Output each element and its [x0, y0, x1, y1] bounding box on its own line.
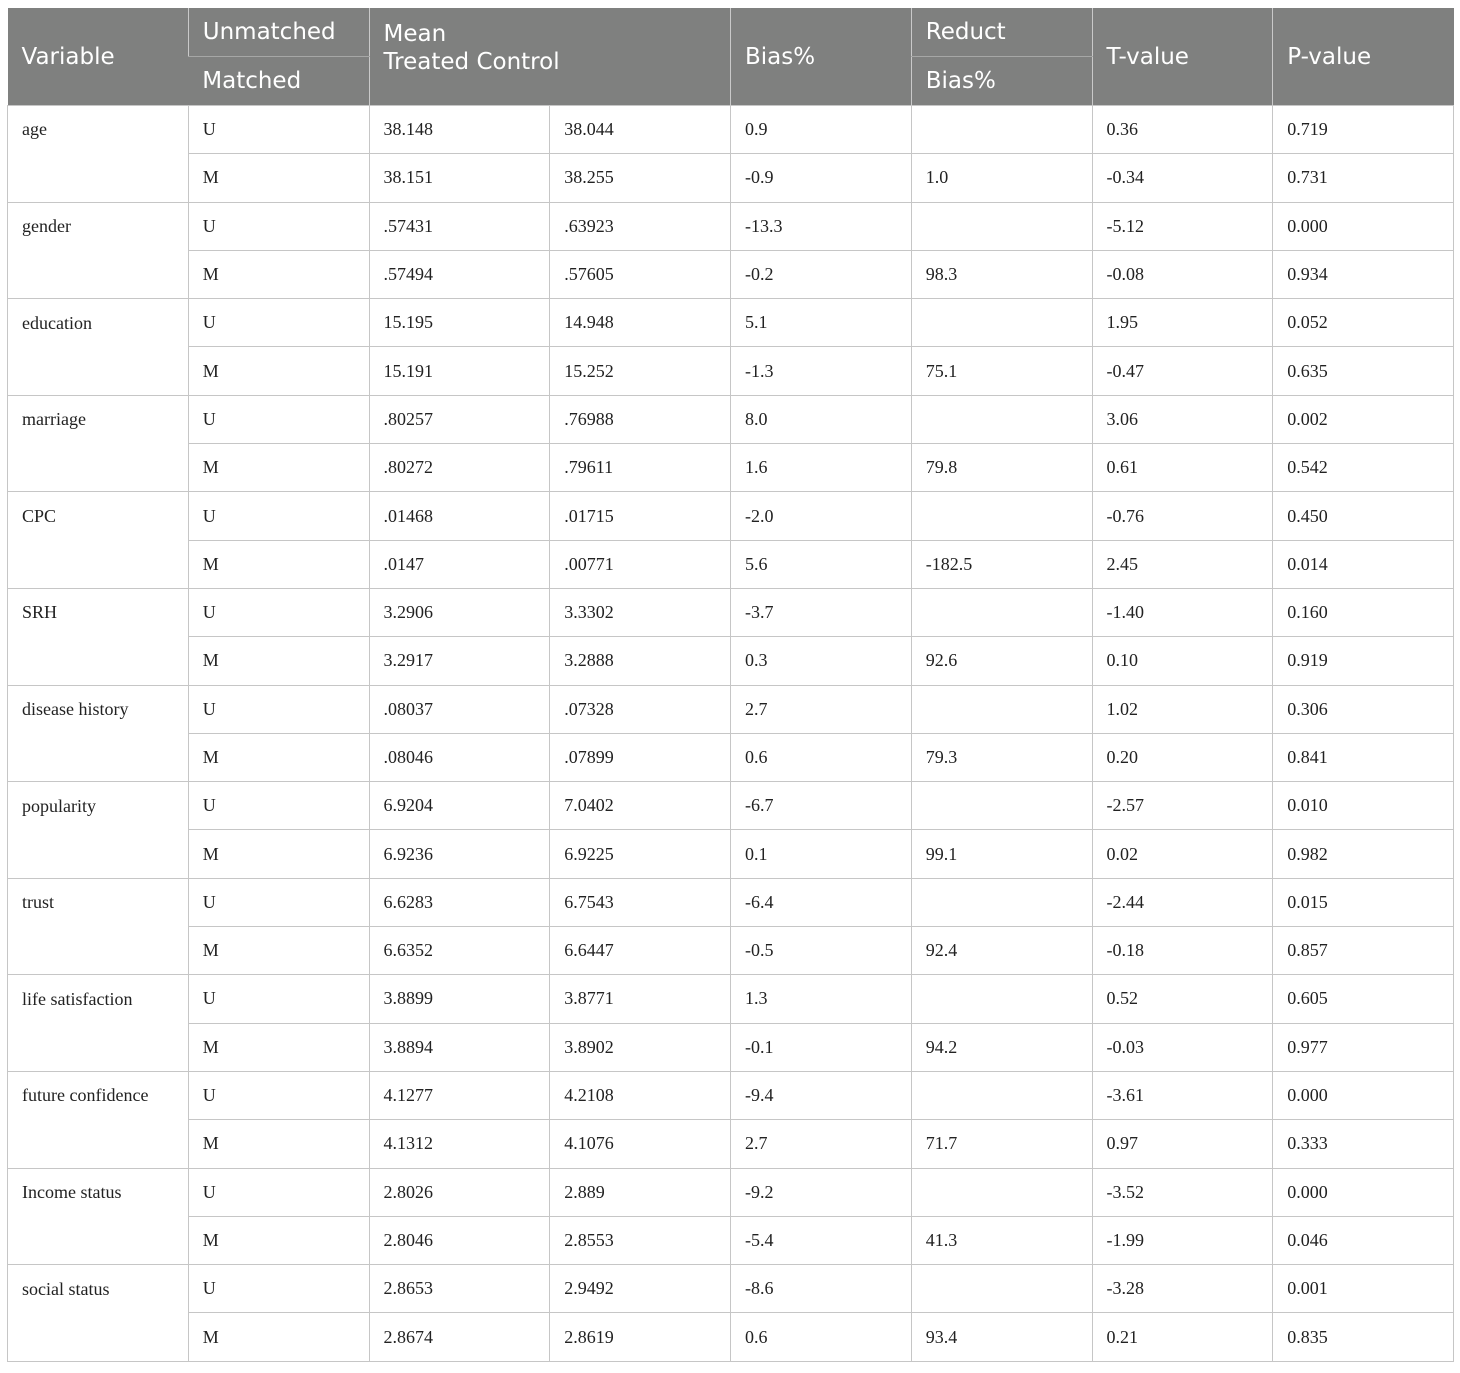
variable-name-cell: age — [8, 106, 189, 154]
p-value-cell: 0.014 — [1273, 540, 1454, 588]
bias-reduction-cell: 41.3 — [911, 1216, 1092, 1264]
row-type-cell: U — [188, 395, 369, 443]
treated-mean-cell: 6.6352 — [369, 927, 550, 975]
control-mean-cell: 4.1076 — [550, 1120, 731, 1168]
control-mean-cell: 6.7543 — [550, 878, 731, 926]
p-value-cell: 0.731 — [1273, 154, 1454, 202]
balance-table-container — [7, 8, 1453, 1362]
variable-name-cell: marriage — [8, 395, 189, 443]
t-value-cell: -0.76 — [1092, 492, 1273, 540]
row-type-cell: U — [188, 1265, 369, 1313]
table-row — [8, 588, 1454, 636]
header-reduct-bias: Bias% — [911, 57, 1092, 106]
treated-mean-cell: 3.2917 — [369, 637, 550, 685]
header-mean — [369, 8, 731, 106]
treated-mean-cell: 38.148 — [369, 106, 550, 154]
control-mean-cell: 3.2888 — [550, 637, 731, 685]
bias-percent-cell: 0.3 — [731, 637, 912, 685]
variable-name-cell: trust — [8, 878, 189, 926]
bias-reduction-cell: 94.2 — [911, 1023, 1092, 1071]
row-type-cell: U — [188, 1071, 369, 1119]
table-row — [8, 106, 1454, 154]
table-row — [8, 637, 1454, 685]
treated-mean-cell: .01468 — [369, 492, 550, 540]
control-mean-cell: 2.9492 — [550, 1265, 731, 1313]
p-value-cell: 0.542 — [1273, 444, 1454, 492]
control-mean-cell: 6.6447 — [550, 927, 731, 975]
treated-mean-cell: .80257 — [369, 395, 550, 443]
table-row — [8, 1168, 1454, 1216]
p-value-cell: 0.982 — [1273, 830, 1454, 878]
control-mean-cell: 2.889 — [550, 1168, 731, 1216]
bias-reduction-cell — [911, 492, 1092, 540]
treated-mean-cell: 2.8653 — [369, 1265, 550, 1313]
bias-percent-cell: -9.4 — [731, 1071, 912, 1119]
t-value-cell: -0.03 — [1092, 1023, 1273, 1071]
bias-reduction-cell: 79.3 — [911, 733, 1092, 781]
variable-name-cell — [8, 1120, 189, 1168]
table-row — [8, 444, 1454, 492]
table-row — [8, 202, 1454, 250]
variable-name-cell: gender — [8, 202, 189, 250]
bias-reduction-cell: 92.4 — [911, 927, 1092, 975]
variable-name-cell — [8, 154, 189, 202]
t-value-cell: 0.97 — [1092, 1120, 1273, 1168]
p-value-cell: 0.333 — [1273, 1120, 1454, 1168]
treated-mean-cell: 6.6283 — [369, 878, 550, 926]
bias-percent-cell: -0.5 — [731, 927, 912, 975]
row-type-cell: M — [188, 1023, 369, 1071]
t-value-cell: -0.18 — [1092, 927, 1273, 975]
table-row — [8, 782, 1454, 830]
t-value-cell: -0.47 — [1092, 347, 1273, 395]
treated-mean-cell: 15.191 — [369, 347, 550, 395]
bias-reduction-cell: 99.1 — [911, 830, 1092, 878]
p-value-cell: 0.857 — [1273, 927, 1454, 975]
t-value-cell: -3.28 — [1092, 1265, 1273, 1313]
bias-percent-cell: 8.0 — [731, 395, 912, 443]
bias-percent-cell: 0.6 — [731, 733, 912, 781]
t-value-cell: 0.52 — [1092, 975, 1273, 1023]
bias-reduction-cell: 1.0 — [911, 154, 1092, 202]
bias-percent-cell: 0.6 — [731, 1313, 912, 1361]
bias-reduction-cell — [911, 202, 1092, 250]
row-type-cell: M — [188, 540, 369, 588]
t-value-cell: -0.08 — [1092, 250, 1273, 298]
bias-percent-cell: -9.2 — [731, 1168, 912, 1216]
treated-mean-cell: .80272 — [369, 444, 550, 492]
treated-mean-cell: 2.8046 — [369, 1216, 550, 1264]
bias-percent-cell: 1.6 — [731, 444, 912, 492]
header-p-value: P-value — [1273, 8, 1454, 106]
table-row — [8, 1120, 1454, 1168]
row-type-cell: M — [188, 637, 369, 685]
variable-name-cell: social status — [8, 1265, 189, 1313]
control-mean-cell: 6.9225 — [550, 830, 731, 878]
control-mean-cell: 3.8902 — [550, 1023, 731, 1071]
variable-name-cell: future confidence — [8, 1071, 189, 1119]
variable-name-cell: education — [8, 299, 189, 347]
p-value-cell: 0.719 — [1273, 106, 1454, 154]
variable-name-cell: popularity — [8, 782, 189, 830]
t-value-cell: 1.95 — [1092, 299, 1273, 347]
table-body — [8, 106, 1454, 1362]
bias-percent-cell: -2.0 — [731, 492, 912, 540]
bias-percent-cell: -6.7 — [731, 782, 912, 830]
bias-percent-cell: -5.4 — [731, 1216, 912, 1264]
variable-name-cell — [8, 444, 189, 492]
variable-name-cell — [8, 1216, 189, 1264]
p-value-cell: 0.010 — [1273, 782, 1454, 830]
bias-reduction-cell — [911, 588, 1092, 636]
bias-percent-cell: -0.9 — [731, 154, 912, 202]
p-value-cell: 0.306 — [1273, 685, 1454, 733]
bias-percent-cell: 2.7 — [731, 685, 912, 733]
p-value-cell: 0.919 — [1273, 637, 1454, 685]
row-type-cell: U — [188, 782, 369, 830]
row-type-cell: M — [188, 154, 369, 202]
row-type-cell: M — [188, 830, 369, 878]
header-unmatched: Unmatched — [188, 8, 369, 57]
row-type-cell: U — [188, 975, 369, 1023]
row-type-cell: M — [188, 1120, 369, 1168]
treated-mean-cell: 4.1277 — [369, 1071, 550, 1119]
control-mean-cell: .00771 — [550, 540, 731, 588]
bias-percent-cell: 2.7 — [731, 1120, 912, 1168]
table-row — [8, 299, 1454, 347]
row-type-cell: M — [188, 444, 369, 492]
t-value-cell: 0.10 — [1092, 637, 1273, 685]
p-value-cell: 0.000 — [1273, 202, 1454, 250]
balance-table — [7, 8, 1454, 1362]
variable-name-cell — [8, 347, 189, 395]
bias-reduction-cell: 71.7 — [911, 1120, 1092, 1168]
p-value-cell: 0.841 — [1273, 733, 1454, 781]
treated-mean-cell: .0147 — [369, 540, 550, 588]
bias-percent-cell: -6.4 — [731, 878, 912, 926]
header-mean-label: Mean — [383, 21, 447, 47]
p-value-cell: 0.001 — [1273, 1265, 1454, 1313]
row-type-cell: U — [188, 106, 369, 154]
header-reduct: Reduct — [911, 8, 1092, 57]
table-row — [8, 1023, 1454, 1071]
table-row — [8, 347, 1454, 395]
header-t-value: T-value — [1092, 8, 1273, 106]
table-row — [8, 733, 1454, 781]
bias-percent-cell: -1.3 — [731, 347, 912, 395]
bias-reduction-cell: -182.5 — [911, 540, 1092, 588]
bias-reduction-cell: 75.1 — [911, 347, 1092, 395]
table-row — [8, 492, 1454, 540]
p-value-cell: 0.635 — [1273, 347, 1454, 395]
bias-reduction-cell — [911, 1071, 1092, 1119]
bias-reduction-cell — [911, 782, 1092, 830]
bias-reduction-cell — [911, 299, 1092, 347]
bias-reduction-cell — [911, 106, 1092, 154]
row-type-cell: M — [188, 1313, 369, 1361]
treated-mean-cell: .08037 — [369, 685, 550, 733]
control-mean-cell: 3.8771 — [550, 975, 731, 1023]
treated-mean-cell: 6.9204 — [369, 782, 550, 830]
bias-reduction-cell: 93.4 — [911, 1313, 1092, 1361]
control-mean-cell: 7.0402 — [550, 782, 731, 830]
variable-name-cell — [8, 540, 189, 588]
row-type-cell: M — [188, 927, 369, 975]
header-variable: Variable — [8, 8, 189, 106]
control-mean-cell: .63923 — [550, 202, 731, 250]
header-matched: Matched — [188, 57, 369, 106]
treated-mean-cell: 3.2906 — [369, 588, 550, 636]
t-value-cell: -2.44 — [1092, 878, 1273, 926]
table-row — [8, 540, 1454, 588]
p-value-cell: 0.002 — [1273, 395, 1454, 443]
p-value-cell: 0.015 — [1273, 878, 1454, 926]
row-type-cell: U — [188, 299, 369, 347]
p-value-cell: 0.605 — [1273, 975, 1454, 1023]
t-value-cell: 2.45 — [1092, 540, 1273, 588]
p-value-cell: 0.450 — [1273, 492, 1454, 540]
bias-reduction-cell — [911, 395, 1092, 443]
control-mean-cell: .01715 — [550, 492, 731, 540]
treated-mean-cell: 38.151 — [369, 154, 550, 202]
table-row — [8, 395, 1454, 443]
table-row — [8, 1265, 1454, 1313]
bias-percent-cell: 0.1 — [731, 830, 912, 878]
t-value-cell: 0.21 — [1092, 1313, 1273, 1361]
header-treated-control: Treated Control — [383, 49, 560, 75]
bias-reduction-cell — [911, 1265, 1092, 1313]
treated-mean-cell: 4.1312 — [369, 1120, 550, 1168]
control-mean-cell: 2.8553 — [550, 1216, 731, 1264]
table-row — [8, 927, 1454, 975]
t-value-cell: -1.99 — [1092, 1216, 1273, 1264]
table-row — [8, 878, 1454, 926]
p-value-cell: 0.052 — [1273, 299, 1454, 347]
t-value-cell: -5.12 — [1092, 202, 1273, 250]
variable-name-cell: SRH — [8, 588, 189, 636]
t-value-cell: 0.20 — [1092, 733, 1273, 781]
control-mean-cell: 14.948 — [550, 299, 731, 347]
row-type-cell: U — [188, 1168, 369, 1216]
bias-percent-cell: 5.6 — [731, 540, 912, 588]
control-mean-cell: 38.044 — [550, 106, 731, 154]
control-mean-cell: 3.3302 — [550, 588, 731, 636]
row-type-cell: U — [188, 492, 369, 540]
table-row — [8, 1216, 1454, 1264]
t-value-cell: -3.61 — [1092, 1071, 1273, 1119]
row-type-cell: M — [188, 347, 369, 395]
treated-mean-cell: 15.195 — [369, 299, 550, 347]
row-type-cell: M — [188, 1216, 369, 1264]
treated-mean-cell: 2.8674 — [369, 1313, 550, 1361]
treated-mean-cell: 3.8899 — [369, 975, 550, 1023]
bias-reduction-cell — [911, 685, 1092, 733]
t-value-cell: -0.34 — [1092, 154, 1273, 202]
bias-percent-cell: 0.9 — [731, 106, 912, 154]
row-type-cell: U — [188, 878, 369, 926]
treated-mean-cell: 6.9236 — [369, 830, 550, 878]
t-value-cell: -3.52 — [1092, 1168, 1273, 1216]
bias-reduction-cell — [911, 1168, 1092, 1216]
row-type-cell: M — [188, 250, 369, 298]
p-value-cell: 0.934 — [1273, 250, 1454, 298]
p-value-cell: 0.977 — [1273, 1023, 1454, 1071]
variable-name-cell — [8, 927, 189, 975]
t-value-cell: -1.40 — [1092, 588, 1273, 636]
bias-reduction-cell: 92.6 — [911, 637, 1092, 685]
control-mean-cell: .07328 — [550, 685, 731, 733]
bias-percent-cell: -8.6 — [731, 1265, 912, 1313]
variable-name-cell — [8, 830, 189, 878]
table-header — [8, 8, 1454, 106]
t-value-cell: 0.61 — [1092, 444, 1273, 492]
control-mean-cell: .57605 — [550, 250, 731, 298]
bias-percent-cell: -13.3 — [731, 202, 912, 250]
variable-name-cell: life satisfaction — [8, 975, 189, 1023]
p-value-cell: 0.046 — [1273, 1216, 1454, 1264]
variable-name-cell — [8, 637, 189, 685]
p-value-cell: 0.000 — [1273, 1071, 1454, 1119]
table-row — [8, 975, 1454, 1023]
control-mean-cell: 38.255 — [550, 154, 731, 202]
treated-mean-cell: 2.8026 — [369, 1168, 550, 1216]
variable-name-cell — [8, 733, 189, 781]
control-mean-cell: 4.2108 — [550, 1071, 731, 1119]
p-value-cell: 0.835 — [1273, 1313, 1454, 1361]
row-type-cell: U — [188, 588, 369, 636]
row-type-cell: M — [188, 733, 369, 781]
treated-mean-cell: .08046 — [369, 733, 550, 781]
row-type-cell: U — [188, 685, 369, 733]
t-value-cell: 0.02 — [1092, 830, 1273, 878]
variable-name-cell: disease history — [8, 685, 189, 733]
bias-reduction-cell — [911, 878, 1092, 926]
p-value-cell: 0.000 — [1273, 1168, 1454, 1216]
table-row — [8, 830, 1454, 878]
control-mean-cell: 2.8619 — [550, 1313, 731, 1361]
row-type-cell: U — [188, 202, 369, 250]
variable-name-cell — [8, 1313, 189, 1361]
header-bias: Bias% — [731, 8, 912, 106]
control-mean-cell: 15.252 — [550, 347, 731, 395]
t-value-cell: -2.57 — [1092, 782, 1273, 830]
control-mean-cell: .79611 — [550, 444, 731, 492]
bias-reduction-cell: 98.3 — [911, 250, 1092, 298]
table-row — [8, 1071, 1454, 1119]
table-row — [8, 250, 1454, 298]
variable-name-cell: CPC — [8, 492, 189, 540]
treated-mean-cell: .57431 — [369, 202, 550, 250]
bias-percent-cell: 1.3 — [731, 975, 912, 1023]
treated-mean-cell: 3.8894 — [369, 1023, 550, 1071]
variable-name-cell — [8, 250, 189, 298]
variable-name-cell: Income status — [8, 1168, 189, 1216]
bias-percent-cell: -0.2 — [731, 250, 912, 298]
variable-name-cell — [8, 1023, 189, 1071]
bias-reduction-cell — [911, 975, 1092, 1023]
table-row — [8, 685, 1454, 733]
p-value-cell: 0.160 — [1273, 588, 1454, 636]
bias-percent-cell: -3.7 — [731, 588, 912, 636]
bias-reduction-cell: 79.8 — [911, 444, 1092, 492]
t-value-cell: 0.36 — [1092, 106, 1273, 154]
bias-percent-cell: -0.1 — [731, 1023, 912, 1071]
t-value-cell: 1.02 — [1092, 685, 1273, 733]
treated-mean-cell: .57494 — [369, 250, 550, 298]
bias-percent-cell: 5.1 — [731, 299, 912, 347]
control-mean-cell: .07899 — [550, 733, 731, 781]
table-row — [8, 154, 1454, 202]
table-row — [8, 1313, 1454, 1361]
t-value-cell: 3.06 — [1092, 395, 1273, 443]
control-mean-cell: .76988 — [550, 395, 731, 443]
